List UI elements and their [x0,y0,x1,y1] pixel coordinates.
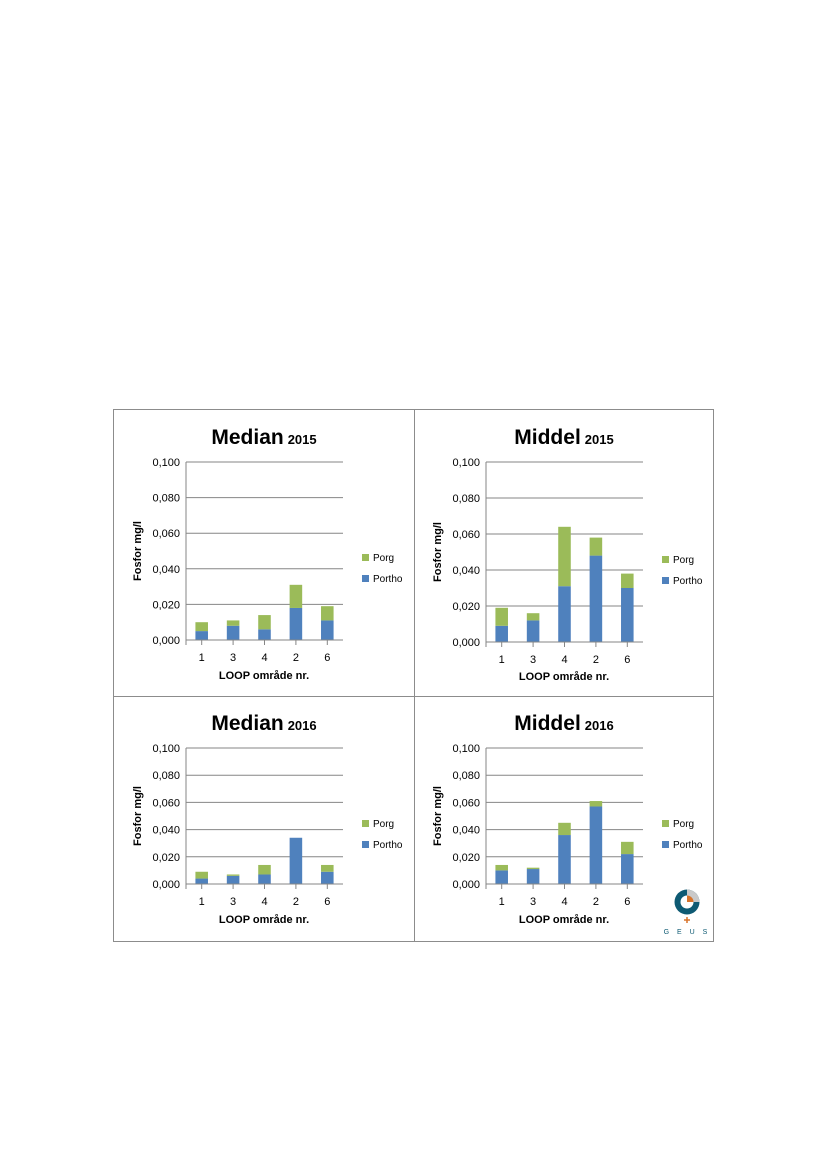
bar-porg-2 [290,585,303,608]
chart-median-2016 [114,696,414,941]
y-tick-label: 0,000 [152,879,180,891]
x-axis-label: LOOP område nr. [518,914,610,926]
y-tick-label: 0,000 [152,635,180,647]
y-tick-label: 0,040 [452,824,480,837]
y-tick-label: 0,100 [452,743,480,755]
y-tick-label: 0,040 [152,563,180,576]
y-axis-label: Fosfor mg/l [432,522,444,582]
bar-portho-1 [195,631,208,640]
chart-title [514,712,613,735]
y-tick-label: 0,020 [452,601,480,613]
bar-portho-3 [527,869,540,884]
y-tick-label: 0,060 [152,528,180,541]
bar-portho-4 [258,874,271,884]
bar-porg-4 [258,615,271,629]
x-tick-label: 4 [561,896,568,908]
bar-porg-1 [195,622,208,631]
bar-portho-3 [527,620,540,642]
bar-porg-2 [590,538,603,556]
bar-porg-2 [590,801,603,806]
bar-portho-6 [621,588,634,642]
legend-swatch-porg [362,554,369,561]
x-tick-label: 3 [530,896,537,908]
chart-figure [113,409,714,942]
x-tick-label: 2 [292,896,299,908]
x-tick-label: 6 [324,652,331,664]
bar-porg-6 [621,842,634,854]
chart-svg [114,696,414,941]
legend-label-porg: Porg [373,819,395,830]
y-tick-label: 0,100 [152,743,180,755]
legend-swatch-porg [362,820,369,827]
legend-swatch-porg [662,820,669,827]
chart-title-main: Median [211,712,284,735]
y-tick-label: 0,080 [452,493,480,505]
bar-porg-3 [527,868,540,869]
bar-portho-6 [321,872,334,884]
x-tick-label: 4 [261,652,268,664]
y-tick-label: 0,040 [152,824,180,837]
bar-portho-6 [321,620,334,640]
y-tick-label: 0,100 [152,457,180,469]
bar-portho-4 [258,629,271,640]
bar-porg-4 [258,865,271,875]
bar-portho-4 [558,586,571,642]
bar-porg-3 [227,620,240,625]
chart-title-main: Middel [514,712,581,735]
bar-portho-3 [227,876,240,884]
bar-porg-4 [558,527,571,586]
legend-swatch-portho [662,577,669,584]
bar-porg-3 [527,613,540,620]
bar-porg-6 [621,574,634,588]
y-tick-label: 0,020 [152,599,180,612]
bar-porg-1 [495,865,508,870]
chart-title-year: 2016 [287,718,317,733]
y-tick-label: 0,060 [452,529,480,541]
x-tick-label: 3 [230,896,237,908]
chart-title [211,426,316,449]
x-tick-label: 4 [561,654,568,666]
x-tick-label: 3 [530,654,537,666]
x-tick-label: 1 [198,652,205,664]
legend-label-portho: Portho [373,840,403,851]
chart-middel-2015 [414,410,714,696]
bar-portho-1 [495,870,508,884]
legend-swatch-portho [362,841,369,848]
x-axis-label: LOOP område nr. [218,670,310,682]
x-axis-label: LOOP område nr. [518,671,610,683]
x-tick-label: 1 [498,896,505,908]
x-tick-label: 6 [324,896,331,908]
bar-portho-1 [495,626,508,642]
y-tick-label: 0,020 [452,851,480,864]
bar-porg-4 [558,823,571,835]
chart-median-2015 [114,410,414,696]
x-tick-label: 6 [624,654,631,666]
logo-cross [684,917,690,923]
y-tick-label: 0,100 [452,457,480,469]
legend-label-portho: Portho [673,840,703,851]
chart-title-main: Median [211,426,284,449]
y-tick-label: 0,080 [452,770,480,783]
bar-porg-1 [495,608,508,626]
y-tick-label: 0,040 [452,565,480,577]
x-tick-label: 6 [624,896,631,908]
chart-title-main: Middel [514,426,581,449]
logo-text: G E U S [663,929,711,936]
legend-label-porg: Porg [673,819,695,830]
bar-portho-3 [227,626,240,640]
x-tick-label: 2 [592,654,599,666]
bar-portho-2 [590,556,603,642]
legend-swatch-porg [662,556,669,563]
y-tick-label: 0,060 [452,797,480,810]
chart-svg [414,410,714,696]
bar-portho-2 [290,838,303,884]
chart-svg [114,410,414,696]
bar-portho-2 [590,806,603,884]
y-tick-label: 0,000 [452,879,480,891]
bar-porg-3 [227,874,240,875]
y-tick-label: 0,020 [152,851,180,864]
bar-portho-6 [621,854,634,884]
y-tick-label: 0,060 [152,797,180,810]
legend-label-porg: Porg [673,555,695,566]
chart-title-year: 2015 [287,432,317,447]
legend-label-portho: Portho [673,576,703,587]
y-axis-label: Fosfor mg/l [132,786,144,846]
x-tick-label: 3 [230,652,237,664]
x-tick-label: 2 [292,652,299,664]
legend-swatch-portho [662,841,669,848]
chart-title-year: 2015 [584,432,614,447]
chart-title-year: 2016 [584,718,614,733]
bar-portho-2 [290,608,303,640]
legend-label-porg: Porg [373,553,395,564]
x-tick-label: 1 [498,654,505,666]
y-tick-label: 0,080 [152,770,180,783]
x-axis-label: LOOP område nr. [218,914,310,926]
chart-title [211,712,316,735]
bar-portho-1 [195,879,208,884]
y-tick-label: 0,000 [452,637,480,649]
y-axis-label: Fosfor mg/l [132,521,144,581]
bar-portho-4 [558,835,571,884]
x-tick-label: 2 [592,896,599,908]
bar-porg-1 [195,872,208,879]
bar-porg-6 [321,865,334,872]
legend-swatch-portho [362,575,369,582]
y-axis-label: Fosfor mg/l [432,786,444,846]
legend-label-portho: Portho [373,574,403,585]
chart-title [514,426,613,449]
x-tick-label: 4 [261,896,268,908]
x-tick-label: 1 [198,896,205,908]
bar-porg-6 [321,606,334,620]
geus-logo [663,885,711,936]
y-tick-label: 0,080 [152,492,180,505]
